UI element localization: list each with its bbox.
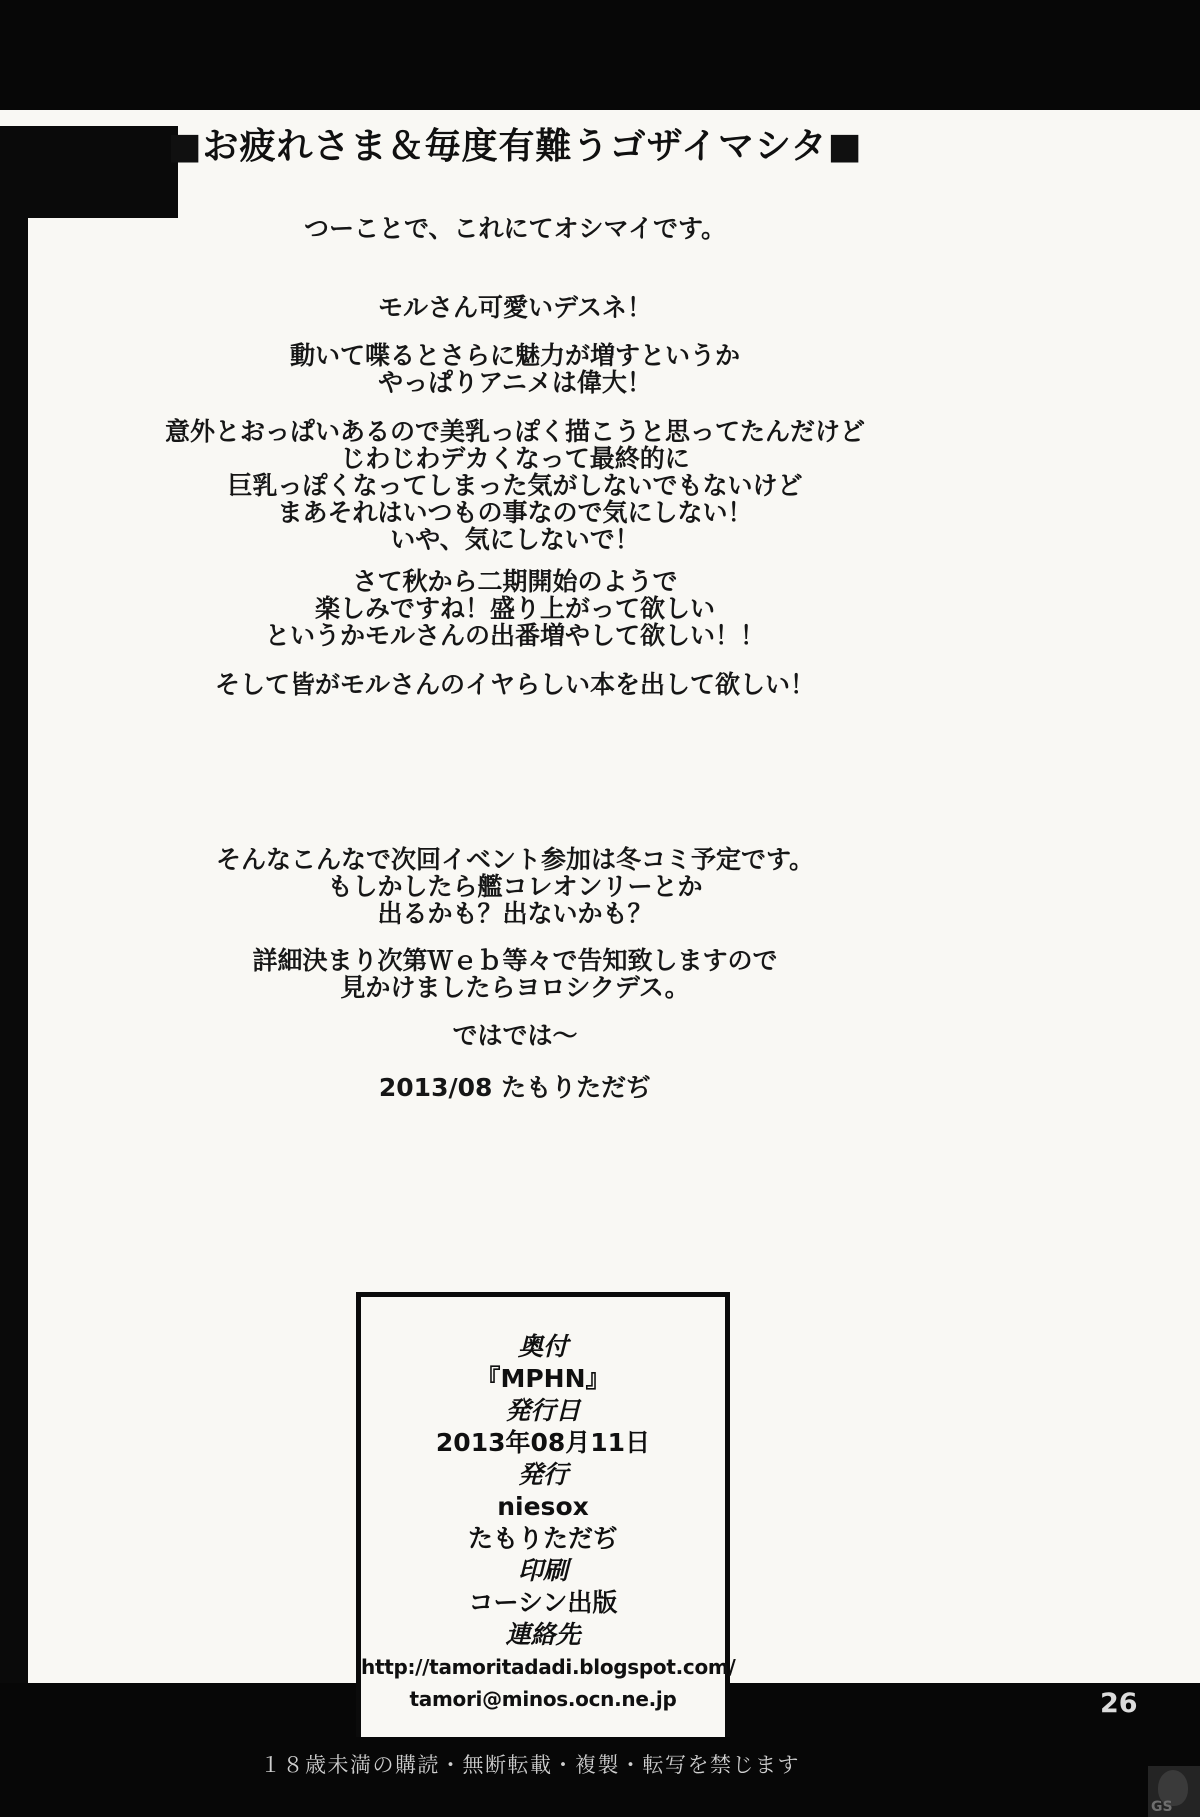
body-paragraph xyxy=(30,418,1000,553)
colophon-value: niesox xyxy=(497,1492,589,1521)
colophon-value: http://tamoritadadi.blogspot.com/ xyxy=(361,1655,736,1679)
colophon-lines xyxy=(361,1331,736,1715)
body-line: そして皆がモルさんのイヤらしい本を出して欲しい！ xyxy=(214,670,815,699)
body-line: まあそれはいつもの事なので気にしない！ xyxy=(277,498,753,527)
body-line: さて秋から二期開始のようで xyxy=(352,567,678,596)
body-line: 動いて喋るとさらに魅力が増すというか xyxy=(289,341,740,370)
colophon-value: たもりただぢ xyxy=(467,1524,618,1553)
body-paragraph xyxy=(30,568,1000,649)
body-line: いや、気にしないで！ xyxy=(390,525,640,554)
colophon-value: 2013年08月11日 xyxy=(435,1428,651,1457)
body-line: 出るかも？出ないかも？ xyxy=(377,899,653,928)
colophon-value: tamori@minos.ocn.ne.jp xyxy=(409,1687,677,1711)
watermark-badge xyxy=(1148,1766,1200,1817)
body-line: そんなこんなで次回イベント参加は冬コミ予定です。 xyxy=(215,845,814,874)
colophon-header: 発行日 xyxy=(505,1396,581,1425)
watermark-label: GS xyxy=(1151,1799,1173,1815)
body-paragraph xyxy=(30,671,1000,698)
body-line: 巨乳っぽくなってしまった気がしないでもないけど xyxy=(227,471,803,500)
colophon-box xyxy=(356,1292,736,1737)
body-line: 楽しみですね！盛り上がって欲しい xyxy=(314,594,715,623)
colophon-header: 印刷 xyxy=(517,1556,568,1585)
body-paragraph xyxy=(30,846,1000,927)
body-line: モルさん可愛いデスネ！ xyxy=(377,293,652,322)
body-paragraph xyxy=(30,342,1000,396)
body-paragraph xyxy=(30,1022,1000,1049)
body-line: やっぱりアニメは偉大！ xyxy=(378,368,652,397)
scan-border-left xyxy=(0,214,28,1683)
afterword-body xyxy=(30,200,1000,1101)
body-line: もしかしたら艦コレオンリーとか xyxy=(327,872,703,901)
body-paragraph xyxy=(30,1074,1000,1101)
page-title: ■お疲れさま＆毎度有難うゴザイマシタ■ xyxy=(167,126,863,167)
body-line: 見かけましたらヨロシクデス。 xyxy=(340,973,690,1002)
body-line: 意外とおっぱいあるので美乳っぽく描こうと思ってたんだけど xyxy=(164,417,865,446)
body-paragraph xyxy=(30,947,1000,1001)
body-paragraph xyxy=(30,215,1000,242)
page-number: 26 xyxy=(1100,1688,1138,1719)
colophon-header: 連絡先 xyxy=(505,1620,581,1649)
body-line: 詳細決まり次第Ｗｅｂ等々で告知致しますので xyxy=(252,946,778,975)
body-line: じわじわデカくなって最終的に xyxy=(340,444,690,473)
colophon-header: 奥付 xyxy=(517,1332,568,1361)
body-line: というかモルさんの出番増やして欲しい！！ xyxy=(264,621,765,650)
body-line: ではでは～ xyxy=(452,1021,578,1050)
colophon-header: 発行 xyxy=(517,1460,568,1489)
colophon-value: 『MPHN』 xyxy=(475,1364,611,1393)
colophon-value: コーシン出版 xyxy=(468,1588,618,1617)
footer-warning: １８歳未満の購読・無断転載・複製・転写を禁じます xyxy=(260,1753,800,1777)
body-line: 2013/08 たもりただぢ xyxy=(378,1073,652,1102)
body-paragraph xyxy=(30,294,1000,321)
body-line: つーことで、これにてオシマイです。 xyxy=(303,214,726,243)
